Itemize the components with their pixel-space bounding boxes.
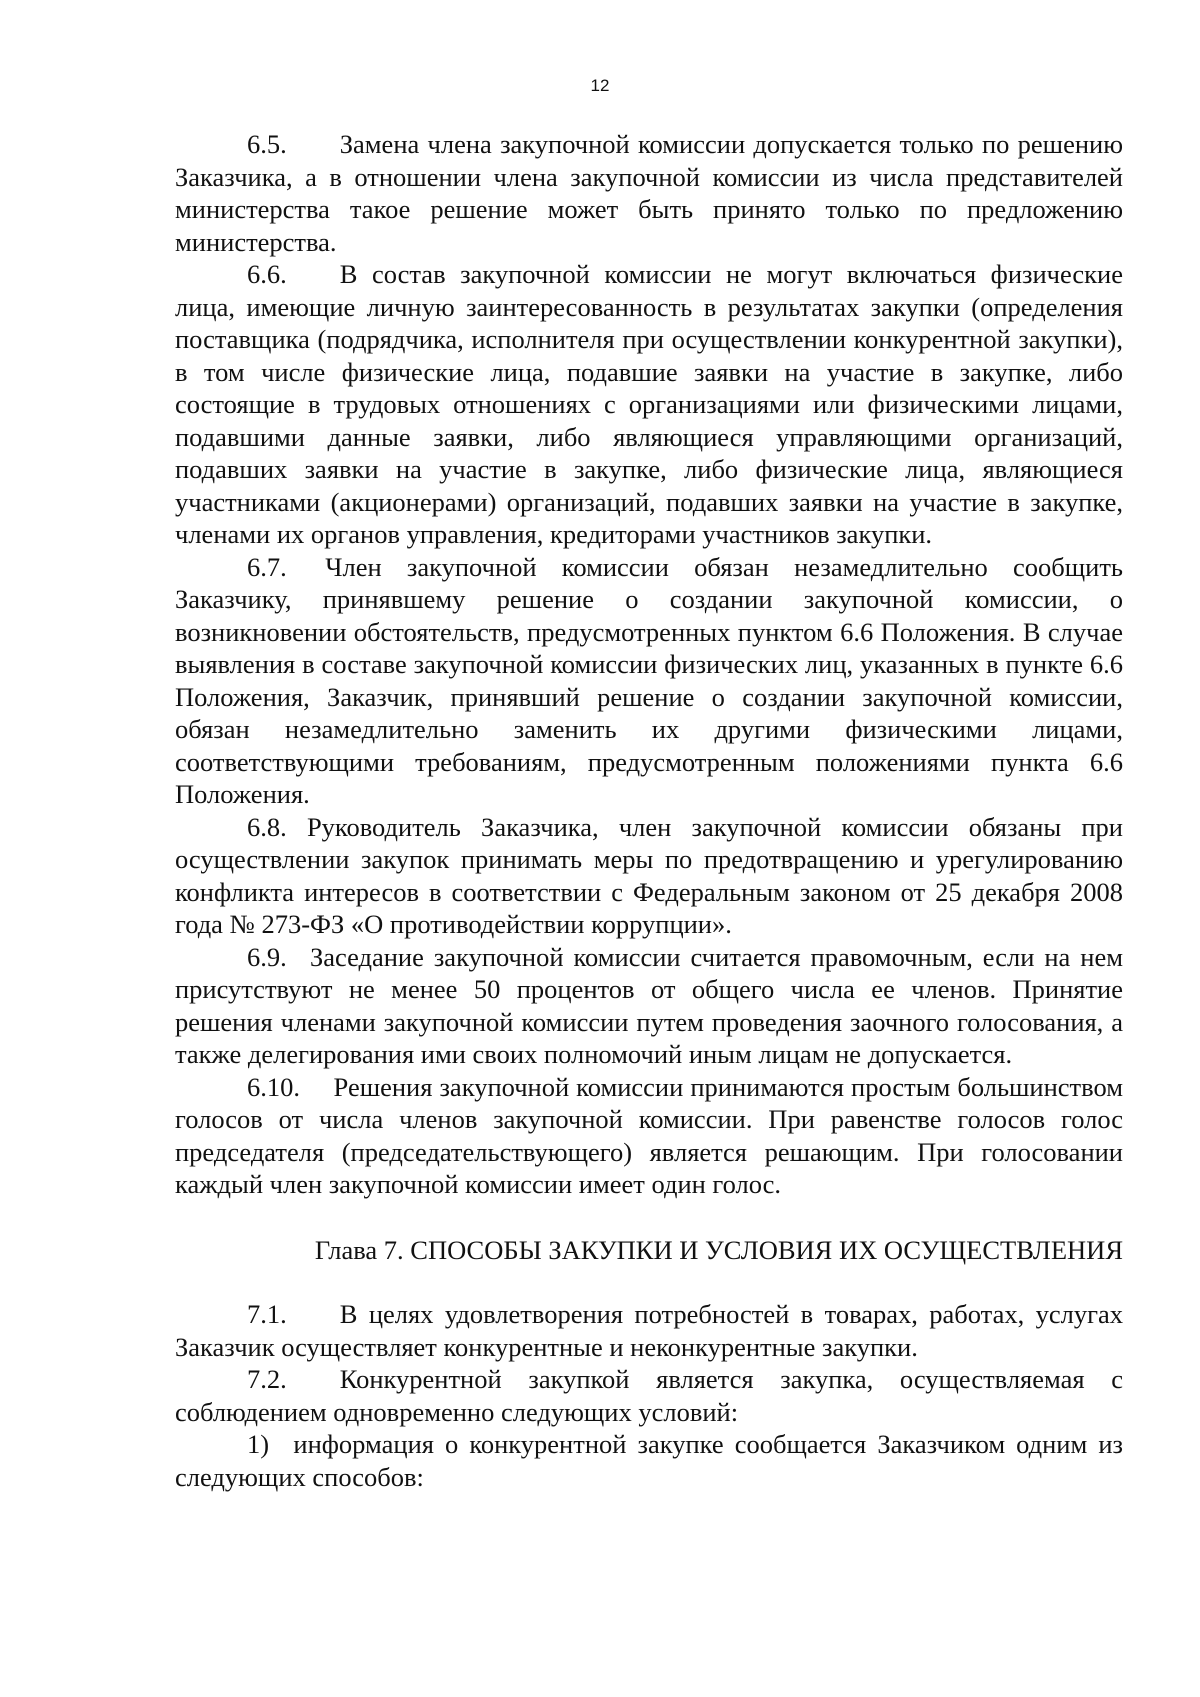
page-number: 12 <box>590 76 610 95</box>
paragraph-7-1: 7.1. В целях удовлетворения потребностей в товарах, работах, услугах Заказчик осуществляет конкурентные и неконкурентные закупки. <box>175 1299 1123 1362</box>
paragraph-6-6: 6.6. В состав закупочной комиссии не могут включаться физические лица, имеющие личную заинтересованность в результатах закупки (определения поставщика (подрядчика, исполнителя при осуществлении конкурентной закупки), в том числе физические лица, подавшие заявки на участие в закупке, либо состоящие в трудовых отношениях с организациями или физическими лицами, подавшими данные заявки, либо являющиеся управляющими организаций, подавших заявки на участие в закупке, либо физические лица, являющиеся участниками (акционерами) организаций, подавших заявки на участие в закупке, членами их органов управления, кредиторами участников закупки. <box>175 259 1123 549</box>
paragraph-6-10: 6.10. Решения закупочной комиссии принимаются простым большинством голосов от числа членов закупочной комиссии. При равенстве голосов голос председателя (председательствующего) является решающим. При голосовании каждый член закупочной комиссии имеет один голос. <box>175 1071 1123 1199</box>
paragraph-6-5: 6.5. Замена члена закупочной комиссии допускается только по решению Заказчика, а в отношении члена закупочной комиссии из числа представителей министерства такое решение может быть принято только по предложению министерства. <box>175 129 1123 257</box>
chapter-heading: Глава 7. СПОСОБЫ ЗАКУПКИ И УСЛОВИЯ ИХ ОСУЩЕСТВЛЕНИЯ <box>314 1234 1123 1265</box>
list-item-1: 1) информация о конкурентной закупке сообщается Заказчиком одним из следующих способов: <box>175 1429 1123 1492</box>
paragraph-6-9: 6.9. Заседание закупочной комиссии считается правомочным, если на нем присутствуют не менее 50 процентов от общего числа ее членов. Принятие решения членами закупочной комиссии путем проведения заочного голосования, а также делегирования ими своих полномочий иным лицам не допускается. <box>175 941 1123 1069</box>
paragraph-7-2: 7.2. Конкурентной закупкой является закупка, осуществляемая с соблюдением одновременно следующих условий: <box>175 1364 1123 1427</box>
paragraph-6-8: 6.8. Руководитель Заказчика, член закупочной комиссии обязаны при осуществлении закупок принимать меры по предотвращению и урегулированию конфликта интересов в соответствии с Федеральным законом от 25 декабря 2008 года № 273-ФЗ «О противодействии коррупции». <box>175 811 1123 939</box>
document-body <box>175 128 1123 1493</box>
paragraph-6-7: 6.7. Член закупочной комиссии обязан незамедлительно сообщить Заказчику, принявшему решение о создании закупочной комиссии, о возникновении обстоятельств, предусмотренных пунктом 6.6 Положения. В случае выявления в составе закупочной комиссии физических лиц, указанных в пункте 6.6 Положения, Заказчик, принявший решение о создании закупочной комиссии, обязан незамедлительно заменить их другими физическими лицами, соответствующими требованиям, предусмотренным положениями пункта 6.6 Положения. <box>175 551 1123 809</box>
